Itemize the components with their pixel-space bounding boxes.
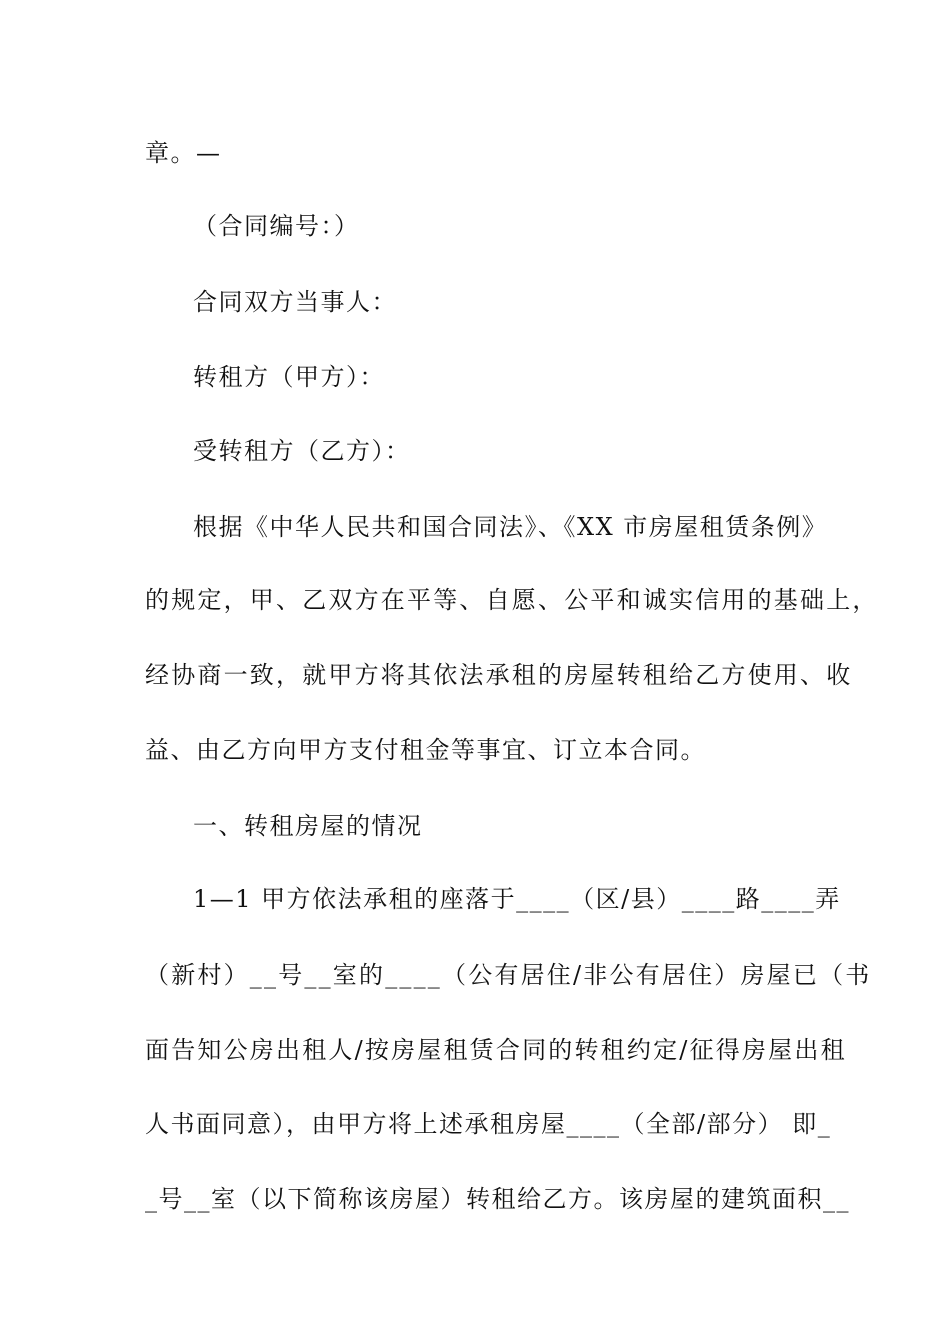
paragraph-line: 益、由乙方向甲方支付租金等事宜、订立本合同。 (145, 736, 706, 764)
clause-line: 面告知公房出租人/按房屋租赁合同的转租约定/征得房屋出租 (145, 1036, 847, 1064)
party-b-line: 受转租方（乙方）： (193, 437, 411, 465)
paragraph-line: 经协商一致，就甲方将其依法承租的房屋转租给乙方使用、收 (145, 661, 853, 689)
clause-line: 人书面同意），由甲方将上述承租房屋____（全部/部分） 即_ (145, 1110, 832, 1138)
clause-line: _号__室（以下简称该房屋）转租给乙方。该房屋的建筑面积__ (145, 1185, 850, 1213)
paragraph-line: 根据《中华人民共和国合同法》、《XX 市房屋租赁条例》 (193, 513, 828, 541)
clause-line: 1—1 甲方依法承租的座落于____（区/县）____路____弄 (193, 885, 841, 913)
paragraph-line: 的规定，甲、乙双方在平等、自愿、公平和诚实信用的基础上， (145, 586, 879, 614)
text-line-chapter-end: 章。— (145, 139, 222, 167)
parties-heading: 合同双方当事人： (193, 288, 397, 316)
clause-line: （新村）__号__室的____（公有居住/非公有居住）房屋已（书 (145, 961, 872, 989)
section-heading: 一、转租房屋的情况 (193, 812, 423, 840)
party-a-line: 转租方（甲方）： (193, 363, 385, 391)
contract-number-line: （合同编号：） (193, 212, 360, 240)
